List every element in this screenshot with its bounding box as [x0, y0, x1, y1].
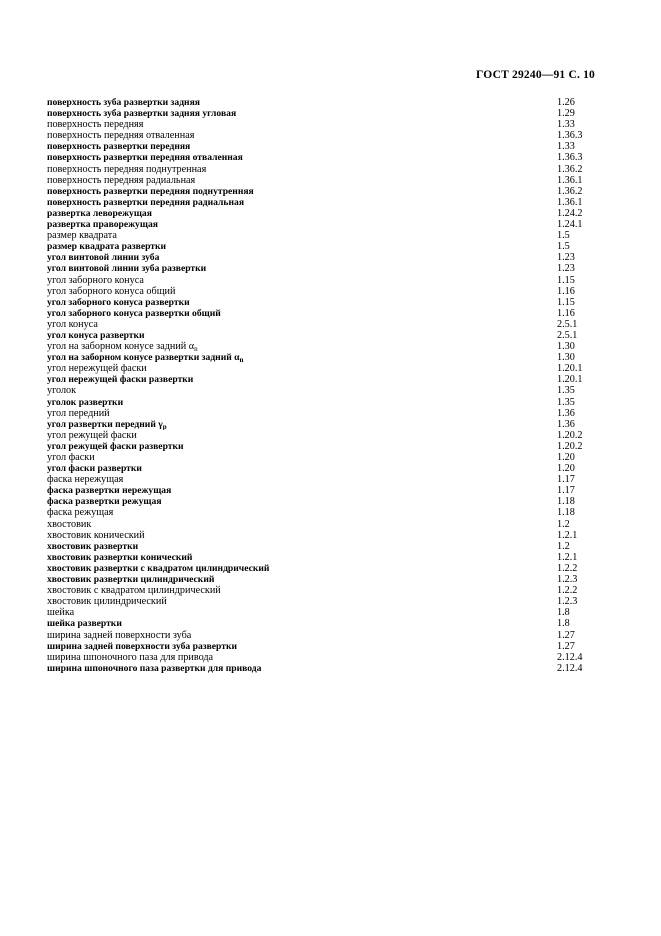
- index-term: [47, 585, 557, 596]
- index-term-text: угол нережущей фаски: [47, 363, 147, 375]
- index-term-text: поверхность передняя радиальная: [47, 174, 196, 186]
- index-row: [47, 552, 595, 563]
- index-ref: 1.2: [557, 518, 570, 530]
- index-row: [47, 230, 595, 241]
- index-term: [47, 541, 557, 552]
- index-term-text: угол конуса: [47, 318, 98, 330]
- index-term: [47, 130, 557, 141]
- index-ref: 1.36.3: [557, 130, 583, 142]
- index-term: [47, 596, 557, 607]
- index-ref: 1.16: [557, 307, 575, 319]
- index-ref: 1.24.2: [557, 207, 583, 219]
- index-term: [47, 141, 557, 152]
- index-ref: 1.16: [557, 285, 575, 297]
- index-ref: 1.29: [557, 108, 575, 120]
- index-ref: 1.8: [557, 618, 570, 630]
- index-term-text: поверхность передняя поднутренная: [47, 163, 207, 175]
- index-term-text: фаска развертки нережущая: [47, 485, 172, 497]
- index-term-text: ширина задней поверхности зуба развертки: [47, 640, 238, 652]
- index-ref: 1.33: [557, 119, 575, 131]
- index-term: [47, 563, 557, 574]
- index-term: [47, 496, 557, 507]
- index-term: [47, 108, 557, 119]
- index-row: [47, 485, 595, 496]
- index-term-text: уголок развертки: [47, 396, 124, 408]
- index-term-text: хвостовик развертки с квадратом цилиндрический: [47, 562, 270, 574]
- index-term-subscript: n: [194, 345, 198, 353]
- index-ref: 1.20.1: [557, 374, 583, 386]
- index-row: [47, 474, 595, 485]
- index-row: [47, 297, 595, 308]
- index-row: [47, 585, 595, 596]
- index-row: [47, 286, 595, 297]
- index-term-text: шейка развертки: [47, 618, 122, 630]
- index-term-text: поверхность развертки передняя отваленная: [47, 152, 243, 164]
- index-row: [47, 385, 595, 396]
- index-row: [47, 352, 595, 363]
- index-term: [47, 419, 557, 430]
- index-ref: 1.2.1: [557, 551, 578, 563]
- index-term-text: уголок: [47, 385, 77, 397]
- index-term: [47, 408, 557, 419]
- index-term-text: размер квадрата развертки: [47, 241, 167, 253]
- index-ref: 1.8: [557, 607, 570, 619]
- index-row: [47, 308, 595, 319]
- index-term-text: угол заборного конуса развертки общий: [47, 307, 221, 319]
- index-term-text: ширина шпоночного паза для привода: [47, 651, 214, 663]
- index-term-text: угол заборного конуса общий: [47, 285, 176, 297]
- index-term: [47, 363, 557, 374]
- index-ref: 1.2.1: [557, 529, 578, 541]
- index-ref: 1.36.2: [557, 185, 583, 197]
- index-ref: 1.17: [557, 485, 575, 497]
- index-ref: 1.2: [557, 540, 570, 552]
- index-term: [47, 441, 557, 452]
- page-header: ГОСТ 29240—91 С. 10: [476, 69, 595, 81]
- index-ref: 1.5: [557, 230, 570, 242]
- index-row: [47, 519, 595, 530]
- index-term-text: угол заборного конуса развертки: [47, 296, 190, 308]
- index-ref: 1.5: [557, 241, 570, 253]
- index-row: [47, 252, 595, 263]
- index-ref: 2.5.1: [557, 329, 578, 341]
- index-term: [47, 263, 557, 274]
- index-row: [47, 97, 595, 108]
- index-term-text: угол развертки передний γ: [47, 418, 163, 430]
- index-term-text: хвостовик развертки цилиндрический: [47, 574, 215, 586]
- index-term: [47, 574, 557, 585]
- index-row: [47, 186, 595, 197]
- index-term: [47, 230, 557, 241]
- index-row: [47, 263, 595, 274]
- index-ref: 1.23: [557, 263, 575, 275]
- index-term: [47, 607, 557, 618]
- index-term-text: угол на заборном конусе задний α: [47, 341, 195, 353]
- index-term: [47, 152, 557, 163]
- index-term: [47, 164, 557, 175]
- index-row: [47, 496, 595, 507]
- index-term-text: угол конуса развертки: [47, 329, 145, 341]
- index-term: [47, 341, 557, 352]
- index-term-text: хвостовик развертки: [47, 540, 139, 552]
- index-term-text: хвостовик с квадратом цилиндрический: [47, 585, 221, 597]
- term-index: [47, 97, 595, 674]
- index-ref: 1.30: [557, 341, 575, 353]
- index-ref: 1.36.3: [557, 152, 583, 164]
- index-ref: 1.33: [557, 141, 575, 153]
- index-ref: 1.36.1: [557, 174, 583, 186]
- index-ref: 1.2.2: [557, 562, 578, 574]
- index-row: [47, 574, 595, 585]
- index-term-text: ширина шпоночного паза развертки для привода: [47, 662, 262, 674]
- index-ref: 1.2.2: [557, 585, 578, 597]
- index-row: [47, 164, 595, 175]
- index-row: [47, 452, 595, 463]
- index-ref: 1.35: [557, 385, 575, 397]
- index-term: [47, 618, 557, 629]
- index-term: [47, 463, 557, 474]
- index-term: [47, 297, 557, 308]
- index-term: [47, 552, 557, 563]
- index-term: [47, 374, 557, 385]
- index-term: [47, 663, 557, 674]
- index-row: [47, 397, 595, 408]
- index-term-text: угол режущей фаски развертки: [47, 440, 184, 452]
- index-term: [47, 641, 557, 652]
- index-ref: 1.36: [557, 407, 575, 419]
- index-term: [47, 308, 557, 319]
- index-term: [47, 397, 557, 408]
- index-term: [47, 286, 557, 297]
- index-row: [47, 175, 595, 186]
- index-row: [47, 652, 595, 663]
- index-ref: 2.12.4: [557, 651, 583, 663]
- index-ref: 1.2.3: [557, 596, 578, 608]
- index-term-text: поверхность передняя отваленная: [47, 130, 195, 142]
- index-ref: 1.27: [557, 629, 575, 641]
- index-row: [47, 463, 595, 474]
- index-ref: 1.26: [557, 97, 575, 108]
- index-row: [47, 319, 595, 330]
- index-term: [47, 507, 557, 518]
- index-row: [47, 275, 595, 286]
- index-term-text: угол заборного конуса: [47, 274, 144, 286]
- index-term: [47, 319, 557, 330]
- index-term: [47, 652, 557, 663]
- index-term-text: угол винтовой линии зуба: [47, 252, 160, 264]
- index-row: [47, 374, 595, 385]
- index-term-text: хвостовик развертки конический: [47, 551, 193, 563]
- index-term: [47, 452, 557, 463]
- index-ref: 1.36.2: [557, 163, 583, 175]
- index-term-text: угол режущей фаски: [47, 429, 137, 441]
- index-ref: 1.24.1: [557, 219, 583, 231]
- index-term: [47, 330, 557, 341]
- index-term: [47, 119, 557, 130]
- index-term: [47, 241, 557, 252]
- index-ref: 1.15: [557, 296, 575, 308]
- index-ref: 1.15: [557, 274, 575, 286]
- index-ref: 1.18: [557, 496, 575, 508]
- index-row: [47, 507, 595, 518]
- index-ref: 1.20.2: [557, 440, 583, 452]
- index-term: [47, 275, 557, 286]
- index-term-text: ширина задней поверхности зуба: [47, 629, 192, 641]
- index-term: [47, 197, 557, 208]
- index-term-text: угол передний: [47, 407, 110, 419]
- index-term: [47, 219, 557, 230]
- index-term-subscript: n: [239, 356, 244, 364]
- index-ref: 1.2.3: [557, 574, 578, 586]
- index-term: [47, 208, 557, 219]
- index-term-text: поверхность развертки передняя: [47, 141, 191, 153]
- index-row: [47, 208, 595, 219]
- index-term-text: фаска развертки режущая: [47, 496, 162, 508]
- index-ref: 1.23: [557, 252, 575, 264]
- index-ref: 1.20.1: [557, 363, 583, 375]
- index-ref: 1.35: [557, 396, 575, 408]
- index-term-text: развертка леворежущая: [47, 207, 152, 219]
- index-row: [47, 130, 595, 141]
- index-ref: 1.18: [557, 507, 575, 519]
- index-row: [47, 419, 595, 430]
- index-ref: 1.36.1: [557, 196, 583, 208]
- index-term-text: поверхность развертки передняя поднутренняя: [47, 185, 254, 197]
- index-row: [47, 663, 595, 674]
- index-row: [47, 641, 595, 652]
- index-term-text: фаска нережущая: [47, 474, 124, 486]
- index-ref: 1.17: [557, 474, 575, 486]
- index-term: [47, 252, 557, 263]
- index-row: [47, 141, 595, 152]
- index-term-text: хвостовик цилиндрический: [47, 596, 167, 608]
- index-term-text: размер квадрата: [47, 230, 117, 242]
- index-ref: 1.20: [557, 463, 575, 475]
- index-row: [47, 596, 595, 607]
- index-ref: 1.30: [557, 352, 575, 364]
- index-ref: 2.5.1: [557, 318, 578, 330]
- index-term: [47, 630, 557, 641]
- index-row: [47, 563, 595, 574]
- index-row: [47, 530, 595, 541]
- index-term-text: развертка праворежущая: [47, 219, 158, 231]
- index-term: [47, 352, 557, 363]
- index-row: [47, 408, 595, 419]
- index-row: [47, 607, 595, 618]
- index-ref: 1.27: [557, 640, 575, 652]
- index-term-text: фаска режущая: [47, 507, 114, 519]
- index-term-text: поверхность развертки передняя радиальная: [47, 196, 245, 208]
- index-term-text: угол фаски: [47, 452, 95, 463]
- index-ref: 1.20.2: [557, 429, 583, 441]
- index-row: [47, 152, 595, 163]
- index-row: [47, 363, 595, 374]
- index-row: [47, 330, 595, 341]
- index-term: [47, 97, 557, 108]
- index-term: [47, 430, 557, 441]
- index-term-text: хвостовик конический: [47, 529, 145, 541]
- index-term-text: угол на заборном конусе развертки задний α: [47, 352, 240, 364]
- index-row: [47, 441, 595, 452]
- index-term: [47, 485, 557, 496]
- index-row: [47, 219, 595, 230]
- index-ref: 1.20: [557, 452, 575, 463]
- index-term-text: угол винтовой линии зуба развертки: [47, 263, 207, 275]
- index-row: [47, 541, 595, 552]
- index-term-subscript: p: [162, 422, 167, 430]
- index-term: [47, 175, 557, 186]
- index-term-text: шейка: [47, 607, 75, 619]
- index-row: [47, 618, 595, 629]
- index-row: [47, 341, 595, 352]
- index-row: [47, 430, 595, 441]
- index-row: [47, 119, 595, 130]
- index-term-text: поверхность передняя: [47, 119, 144, 131]
- index-ref: 2.12.4: [557, 662, 583, 674]
- index-term: [47, 519, 557, 530]
- index-term-text: угол нережущей фаски развертки: [47, 374, 194, 386]
- index-term: [47, 530, 557, 541]
- index-row: [47, 108, 595, 119]
- index-row: [47, 241, 595, 252]
- index-row: [47, 630, 595, 641]
- index-term-text: хвостовик: [47, 518, 92, 530]
- index-row: [47, 197, 595, 208]
- index-term: [47, 186, 557, 197]
- index-term-text: поверхность зуба развертки задняя угловая: [47, 108, 237, 120]
- index-term: [47, 474, 557, 485]
- index-ref: 1.36: [557, 418, 575, 430]
- index-term-text: угол фаски развертки: [47, 463, 142, 475]
- index-term-text: поверхность зуба развертки задняя: [47, 97, 200, 108]
- index-term: [47, 385, 557, 396]
